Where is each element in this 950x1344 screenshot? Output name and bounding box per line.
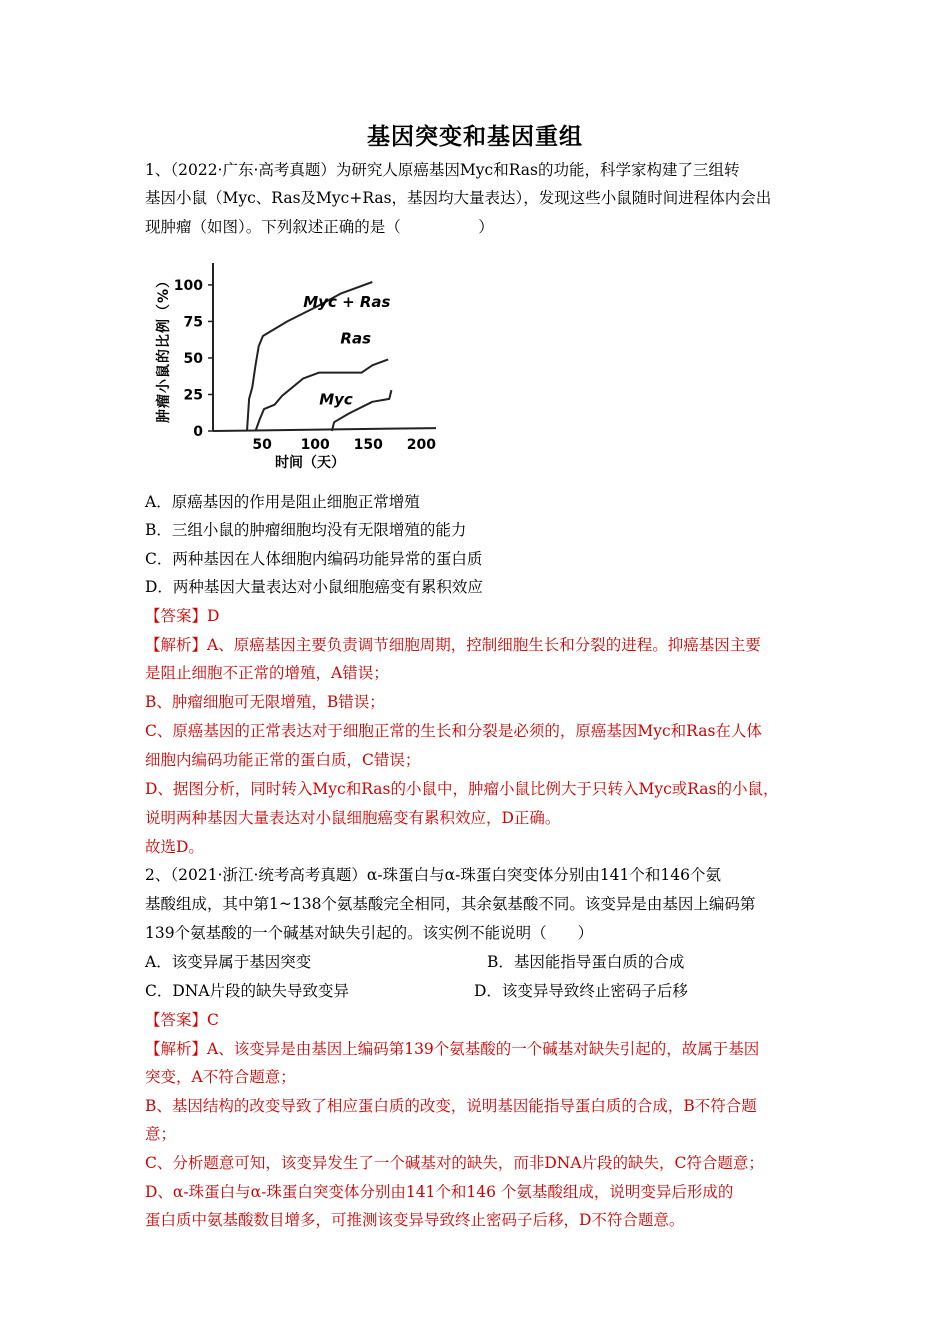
- q2-analysis-line-7: 蛋白质中氨基酸数目增多，可推测该变异导致终止密码子后移，D不符合题意。: [145, 1211, 685, 1229]
- y-axis-label: 肿瘤小鼠的比例（%）: [156, 272, 172, 423]
- q1-stem-line-1: 1、（2022·广东·高考真题）为研究人原癌基因Myc和Ras的功能，科学家构建了三组转: [145, 161, 740, 179]
- q2-option-c: C．DNA片段的缺失导致变异: [145, 982, 350, 1000]
- q1-analysis-tag: 【解析】: [145, 636, 208, 654]
- q1-answer-value: D: [207, 607, 220, 625]
- q1-answer: [145, 606, 219, 626]
- q2-analysis-line-6: D、α-珠蛋白与α-珠蛋白突变体分别由141个和146 个氨基酸组成，说明变异后形成的: [145, 1183, 734, 1201]
- q1-analysis-line-3: B、肿瘤细胞可无限增殖，B错误；: [145, 693, 385, 711]
- q1-stem-line-2: 基因小鼠（Myc、Ras及Myc+Ras，基因均大量表达），发现这些小鼠随时间进程体内会出: [145, 189, 772, 207]
- q2-answer-value: C: [207, 1011, 219, 1029]
- x-tick-label-2: 150: [353, 437, 383, 453]
- q2-answer: [145, 1010, 219, 1030]
- x-tick-label-0: 50: [252, 437, 272, 453]
- series-label-2: Myc: [319, 390, 353, 409]
- series-label-1: Ras: [340, 329, 372, 348]
- page-title: 基因突变和基因重组: [367, 123, 583, 150]
- q2-stem-line-3: 139个氨基酸的一个碱基对缺失引起的。该实例不能说明（ ）: [145, 924, 594, 942]
- q1-analysis-line-2: 是阻止细胞不正常的增殖，A错误；: [145, 664, 389, 682]
- q2-stem-line-2: 基酸组成，其中第1~138个氨基酸完全相同，其余氨基酸不同。该变异是由基因上编码第: [145, 895, 756, 913]
- y-tick-label-3: 75: [183, 314, 203, 331]
- q2-analysis-line-5: C、分析题意可知，该变异发生了一个碱基对的缺失，而非DNA片段的缺失，C符合题意；: [145, 1154, 764, 1172]
- q1-stem-line-3: 现肿瘤（如图）。下列叙述正确的是（ ）: [145, 218, 494, 236]
- x-axis-label: 时间（天）: [275, 455, 345, 471]
- q2-option-b: B．基因能指导蛋白质的合成: [487, 953, 685, 971]
- q1-option-c: C．两种基因在人体细胞内编码功能异常的蛋白质: [145, 550, 483, 568]
- q2-analysis-text-1: A、该变异是由基因上编码第139个氨基酸的一个碱基对缺失引起的，故属于基因: [207, 1040, 760, 1058]
- q2-answer-tag: 【答案】: [145, 1011, 208, 1029]
- q2-analysis-line-3: B、基因结构的改变导致了相应蛋白质的改变，说明基因能指导蛋白质的合成，B不符合题: [145, 1097, 757, 1115]
- q1-analysis-line-6: D、据图分析，同时转入Myc和Ras的小鼠中，肿瘤小鼠比例大于只转入Myc或Ras的小鼠，: [145, 780, 779, 798]
- q2-stem-line-1: 2、（2021·浙江·统考高考真题）α-珠蛋白与α-珠蛋白突变体分别由141个和146个氨: [145, 866, 721, 884]
- y-tick-label-1: 25: [183, 387, 203, 404]
- q1-option-d: D．两种基因大量表达对小鼠细胞癌变有累积效应: [145, 578, 483, 596]
- tumor-ratio-chart: [150, 255, 450, 480]
- y-tick-label-4: 100: [173, 277, 203, 294]
- q1-option-b: B．三组小鼠的肿瘤细胞均没有无限增殖的能力: [145, 521, 467, 539]
- q1-analysis-line-1: [145, 635, 761, 655]
- q2-analysis-line-4: 意；: [145, 1125, 177, 1143]
- q1-analysis-line-5: 细胞内编码功能正常的蛋白质，C错误；: [145, 751, 421, 769]
- q1-analysis-line-4: C、原癌基因的正常表达对于细胞正常的生长和分裂是必须的，原癌基因Myc和Ras在人体: [145, 722, 762, 740]
- q2-analysis-line-2: 突变，A不符合题意；: [145, 1068, 296, 1086]
- q2-option-d: D．该变异导致终止密码子后移: [474, 982, 688, 1000]
- q1-answer-tag: 【答案】: [145, 607, 208, 625]
- q1-analysis-line-7: 说明两种基因大量表达对小鼠细胞癌变有累积效应，D正确。: [145, 809, 561, 827]
- q2-analysis-line-1: [145, 1039, 759, 1059]
- q1-analysis-line-8: 故选D。: [145, 838, 204, 856]
- q1-analysis-text-1: A、原癌基因主要负责调节细胞周期，控制细胞生长和分裂的进程。抑癌基因主要: [207, 636, 761, 654]
- x-tick-label-1: 100: [300, 437, 330, 453]
- q2-option-a: A．该变异属于基因突变: [145, 953, 312, 971]
- x-tick-label-3: 200: [406, 437, 436, 453]
- q1-option-a: A．原癌基因的作用是阻止细胞正常增殖: [145, 493, 420, 511]
- y-tick-label-0: 0: [193, 424, 203, 440]
- series-label-0: Myc + Ras: [303, 292, 391, 311]
- y-tick-label-2: 50: [183, 350, 203, 367]
- q2-analysis-tag: 【解析】: [145, 1040, 208, 1058]
